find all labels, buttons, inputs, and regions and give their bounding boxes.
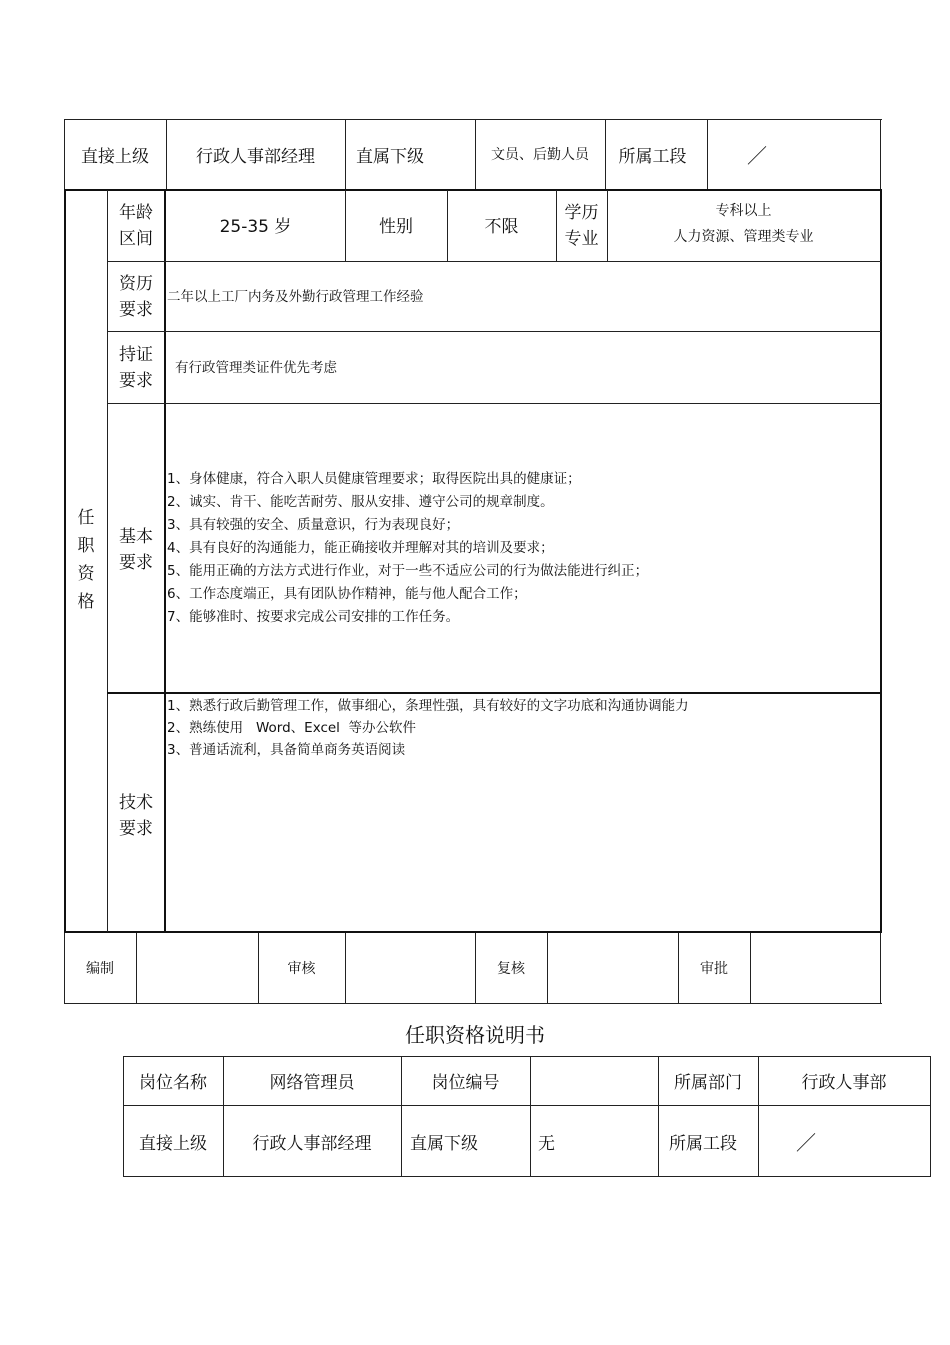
basic-requirements-list	[167, 468, 648, 629]
position-code-label: 岗位编号	[431, 1073, 500, 1093]
certificate-value: 有行政管理类证件优先考虑	[175, 360, 337, 376]
prepared-by-label: 编制	[86, 961, 114, 977]
direct-subordinate-label: 直属下级	[356, 146, 424, 167]
technical-requirements-label: 技术 要求	[119, 793, 153, 839]
document-title: 任职资格说明书	[405, 1022, 545, 1047]
gender-label: 性别	[379, 216, 413, 237]
rechecked-by-field[interactable]	[548, 934, 677, 1002]
department-value: 行政人事部	[801, 1073, 887, 1093]
list-item: 6、工作态度端正，具有团队协作精神，能与他人配合工作；	[167, 586, 527, 602]
position-code-value[interactable]	[530, 1056, 658, 1105]
section-value: ／	[796, 1130, 816, 1155]
technical-requirements-list	[167, 695, 689, 761]
section-label: 所属工段	[618, 146, 687, 167]
list-item: 4、具有良好的沟通能力，能正确接收并理解对其的培训及要求；	[167, 540, 554, 556]
section-value: ／	[747, 143, 767, 168]
list-item: 1、身体健康，符合入职人员健康管理要求；取得医院出具的健康证；	[167, 471, 581, 487]
direct-superior-label: 直接上级	[81, 146, 149, 167]
education-value: 专科以上 人力资源、管理类专业	[673, 203, 814, 245]
list-item: 1、熟悉行政后勤管理工作，做事细心，条理性强，具有较好的文字功底和沟通协调能力	[167, 698, 689, 714]
approved-by-field[interactable]	[751, 934, 879, 1002]
direct-superior-label: 直接上级	[139, 1133, 207, 1154]
experience-value: 二年以上工厂内务及外勤行政管理工作经验	[167, 289, 424, 305]
direct-superior-value: 行政人事部经理	[196, 146, 315, 167]
basic-requirements-label: 基本 要求	[119, 527, 153, 573]
direct-superior-value: 行政人事部经理	[252, 1133, 372, 1154]
experience-label: 资历 要求	[119, 273, 153, 320]
list-item: 2、熟练使用 Word、Excel 等办公软件	[167, 720, 417, 736]
prepared-by-field[interactable]	[137, 934, 257, 1002]
list-item: 5、能用正确的方法方式进行作业，对于一些不适应公司的行为做法能进行纠正；	[167, 563, 649, 579]
direct-subordinate-value: 无	[538, 1133, 555, 1154]
list-item: 2、诚实、肯干、能吃苦耐劳、服从安排、遵守公司的规章制度。	[167, 494, 554, 510]
age-value: 25-35 岁	[219, 216, 292, 237]
qualification-label: 任 职 资 格	[77, 508, 95, 612]
list-item: 7、能够准时、按要求完成公司安排的工作任务。	[167, 609, 460, 625]
position-name-value: 网络管理员	[269, 1073, 355, 1093]
position-name-label: 岗位名称	[139, 1073, 207, 1093]
section-label: 所属工段	[669, 1133, 737, 1154]
reviewed-by-field[interactable]	[346, 934, 474, 1002]
direct-subordinate-value: 文员、后勤人员	[491, 147, 589, 163]
education-label: 学历 专业	[564, 203, 599, 249]
list-item: 3、具有较强的安全、质量意识，行为表现良好；	[167, 517, 460, 533]
department-label: 所属部门	[674, 1073, 742, 1093]
age-label: 年龄 区间	[119, 203, 153, 249]
gender-value: 不限	[484, 216, 519, 237]
rechecked-by-label: 复核	[497, 961, 525, 977]
direct-subordinate-label: 直属下级	[410, 1133, 478, 1154]
reviewed-by-label: 审核	[287, 961, 316, 977]
approved-by-label: 审批	[700, 961, 728, 977]
certificate-label: 持证 要求	[119, 344, 153, 391]
list-item: 3、普通话流利，具备简单商务英语阅读	[167, 742, 406, 758]
